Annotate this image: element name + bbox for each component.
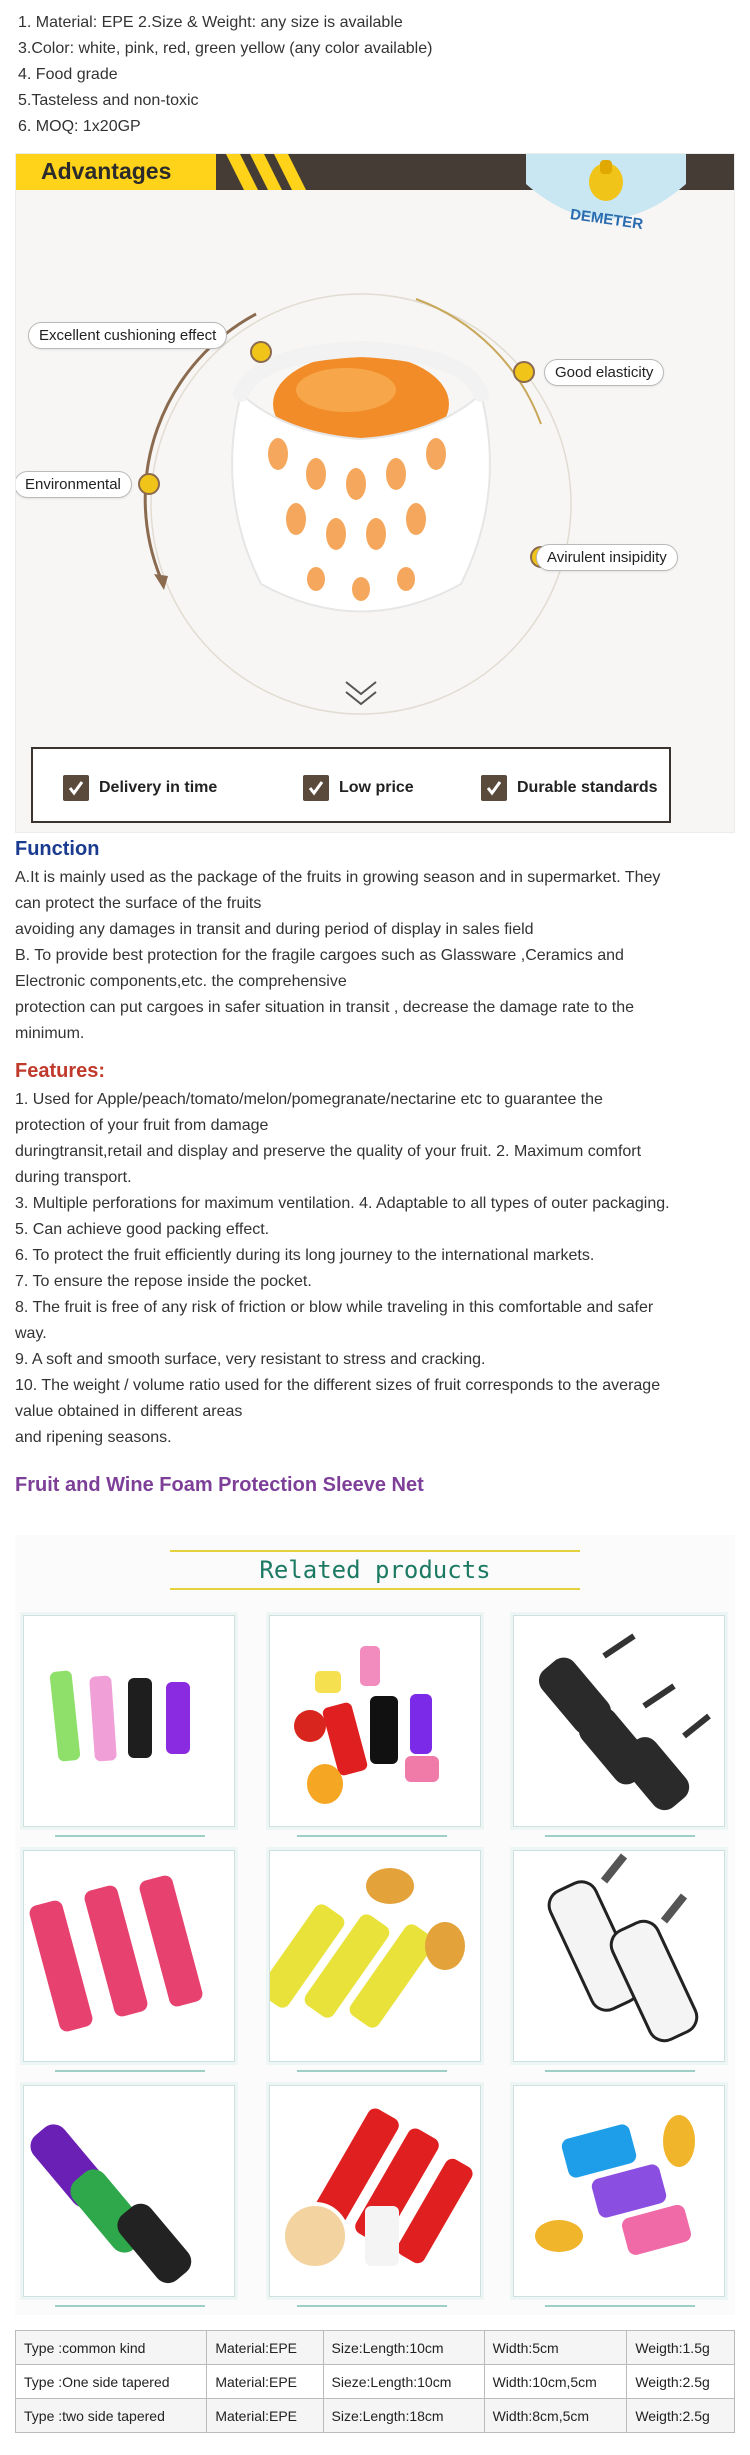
table-cell: Type :common kind (16, 2331, 207, 2365)
product-card-yellow-sleeves[interactable] (269, 1850, 481, 2062)
feature-line: and ripening seasons. (15, 1429, 172, 1446)
feature-environmental-label: Environmental (15, 471, 132, 498)
table-cell: Size:Length:18cm (323, 2399, 484, 2433)
advantages-title: Advantages (41, 158, 172, 184)
related-title-frame (170, 1550, 580, 1590)
feature-line: way. (15, 1325, 47, 1342)
feature-line: 5. Can achieve good packing effect. (15, 1221, 270, 1238)
function-title: Function (15, 838, 100, 860)
spec-line: 6. MOQ: 1x20GP (18, 118, 141, 135)
check-label: Delivery in time (99, 779, 218, 796)
feature-line: value obtained in different areas (15, 1403, 243, 1420)
spec-line: 1. Material: EPE 2.Size & Weight: any size is available (18, 14, 403, 31)
check-delivery (63, 774, 217, 802)
table-cell: Width:5cm (484, 2331, 627, 2365)
function-line: can protect the surface of the fruits (15, 895, 262, 912)
function-text (15, 865, 735, 1047)
product-card-red-sleeves-apple[interactable] (269, 2085, 481, 2297)
feature-insipidity-label: Avirulent insipidity (536, 544, 678, 571)
checkmark-icon (63, 775, 89, 801)
related-products (15, 1535, 735, 2315)
spec-table (15, 2330, 735, 2433)
table-cell: Material:EPE (207, 2331, 323, 2365)
table-cell: Material:EPE (207, 2399, 323, 2433)
card-underline (55, 2070, 205, 2072)
table-cell: Material:EPE (207, 2365, 323, 2399)
function-line: minimum. (15, 1025, 85, 1042)
feature-elasticity-label: Good elasticity (544, 359, 664, 386)
card-underline (297, 2305, 447, 2307)
function-line: avoiding any damages in transit and during period of display in sales field (15, 921, 534, 938)
product-card-pink-sleeves[interactable] (23, 1850, 235, 2062)
table-cell: Weigth:1.5g (627, 2331, 735, 2365)
feature-line: 3. Multiple perforations for maximum ventilation. 4. Adaptable to all types of outer packaging. (15, 1195, 670, 1212)
table-cell: Sieze:Length:10cm (323, 2365, 484, 2399)
spec-line: 5.Tasteless and non-toxic (18, 92, 199, 109)
feature-line: 6. To protect the fruit efficiently during its long journey to the international markets. (15, 1247, 595, 1264)
table-cell: Type :two side tapered (16, 2399, 207, 2433)
product-card-colored-sleeves[interactable] (23, 1615, 235, 1827)
advantages-panel (15, 153, 735, 833)
product-card-wine-sleeves-colored[interactable] (23, 2085, 235, 2297)
table-cell: Weigth:2.5g (627, 2399, 735, 2433)
table-row (16, 2331, 735, 2365)
related-title: Related products (259, 1556, 491, 1584)
checkmark-icon (481, 775, 507, 801)
svg-text:DEMETER: DEMETER (569, 206, 645, 234)
product-card-red-sleeves[interactable] (269, 1615, 481, 1827)
sleeve-heading: Fruit and Wine Foam Protection Sleeve Net (15, 1474, 424, 1496)
table-cell: Width:8cm,5cm (484, 2399, 627, 2433)
brand-logo (526, 153, 686, 239)
feature-line: 7. To ensure the repose inside the pocket. (15, 1273, 312, 1290)
checkmark-icon (303, 775, 329, 801)
feature-line: 9. A soft and smooth surface, very resistant to stress and cracking. (15, 1351, 486, 1368)
table-row (16, 2399, 735, 2433)
feature-line: duringtransit,retail and display and preserve the quality of your fruit. 2. Maximum comfort (15, 1143, 642, 1160)
table-cell: Type :One side tapered (16, 2365, 207, 2399)
check-durable (481, 774, 657, 802)
feature-line: 1. Used for Apple/peach/tomato/melon/pomegranate/nectarine etc to guarantee the (15, 1091, 603, 1108)
table-cell: Size:Length:10cm (323, 2331, 484, 2365)
card-underline (545, 2305, 695, 2307)
advantage-checklist (31, 747, 671, 823)
feature-cushioning-label: Excellent cushioning effect (28, 322, 227, 349)
table-row (16, 2365, 735, 2399)
table-cell: Width:10cm,5cm (484, 2365, 627, 2399)
function-line: protection can put cargoes in safer situation in transit , decrease the damage rate to the (15, 999, 635, 1016)
card-underline (55, 1835, 205, 1837)
card-underline (297, 1835, 447, 1837)
feature-line: protection of your fruit from damage (15, 1117, 269, 1134)
table-cell: Weigth:2.5g (627, 2365, 735, 2399)
check-label: Durable standards (517, 779, 658, 796)
features-text (15, 1087, 735, 1451)
function-line: A.It is mainly used as the package of the fruits in growing season and in supermarket. They (15, 869, 661, 886)
spec-line: 4. Food grade (18, 66, 118, 83)
check-price (303, 774, 414, 802)
feature-line: 10. The weight / volume ratio used for the different sizes of fruit corresponds to the average (15, 1377, 661, 1394)
product-card-wine-sleeves[interactable] (513, 1615, 725, 1827)
feature-line: 8. The fruit is free of any risk of friction or blow while traveling in this comfortable and safer (15, 1299, 654, 1316)
product-card-colored-sleeves-mango[interactable] (513, 2085, 725, 2297)
product-card-wine-sleeves-large[interactable] (513, 1850, 725, 2062)
function-line: Electronic components,etc. the comprehensive (15, 973, 347, 990)
card-underline (297, 2070, 447, 2072)
spec-line: 3.Color: white, pink, red, green yellow (any color available) (18, 40, 433, 57)
features-title: Features: (15, 1060, 106, 1082)
spec-list (18, 10, 738, 140)
card-underline (545, 2070, 695, 2072)
card-underline (545, 1835, 695, 1837)
function-line: B. To provide best protection for the fragile cargoes such as Glassware ,Ceramics and (15, 947, 624, 964)
card-underline (55, 2305, 205, 2307)
feature-line: during transport. (15, 1169, 132, 1186)
check-label: Low price (339, 779, 414, 796)
